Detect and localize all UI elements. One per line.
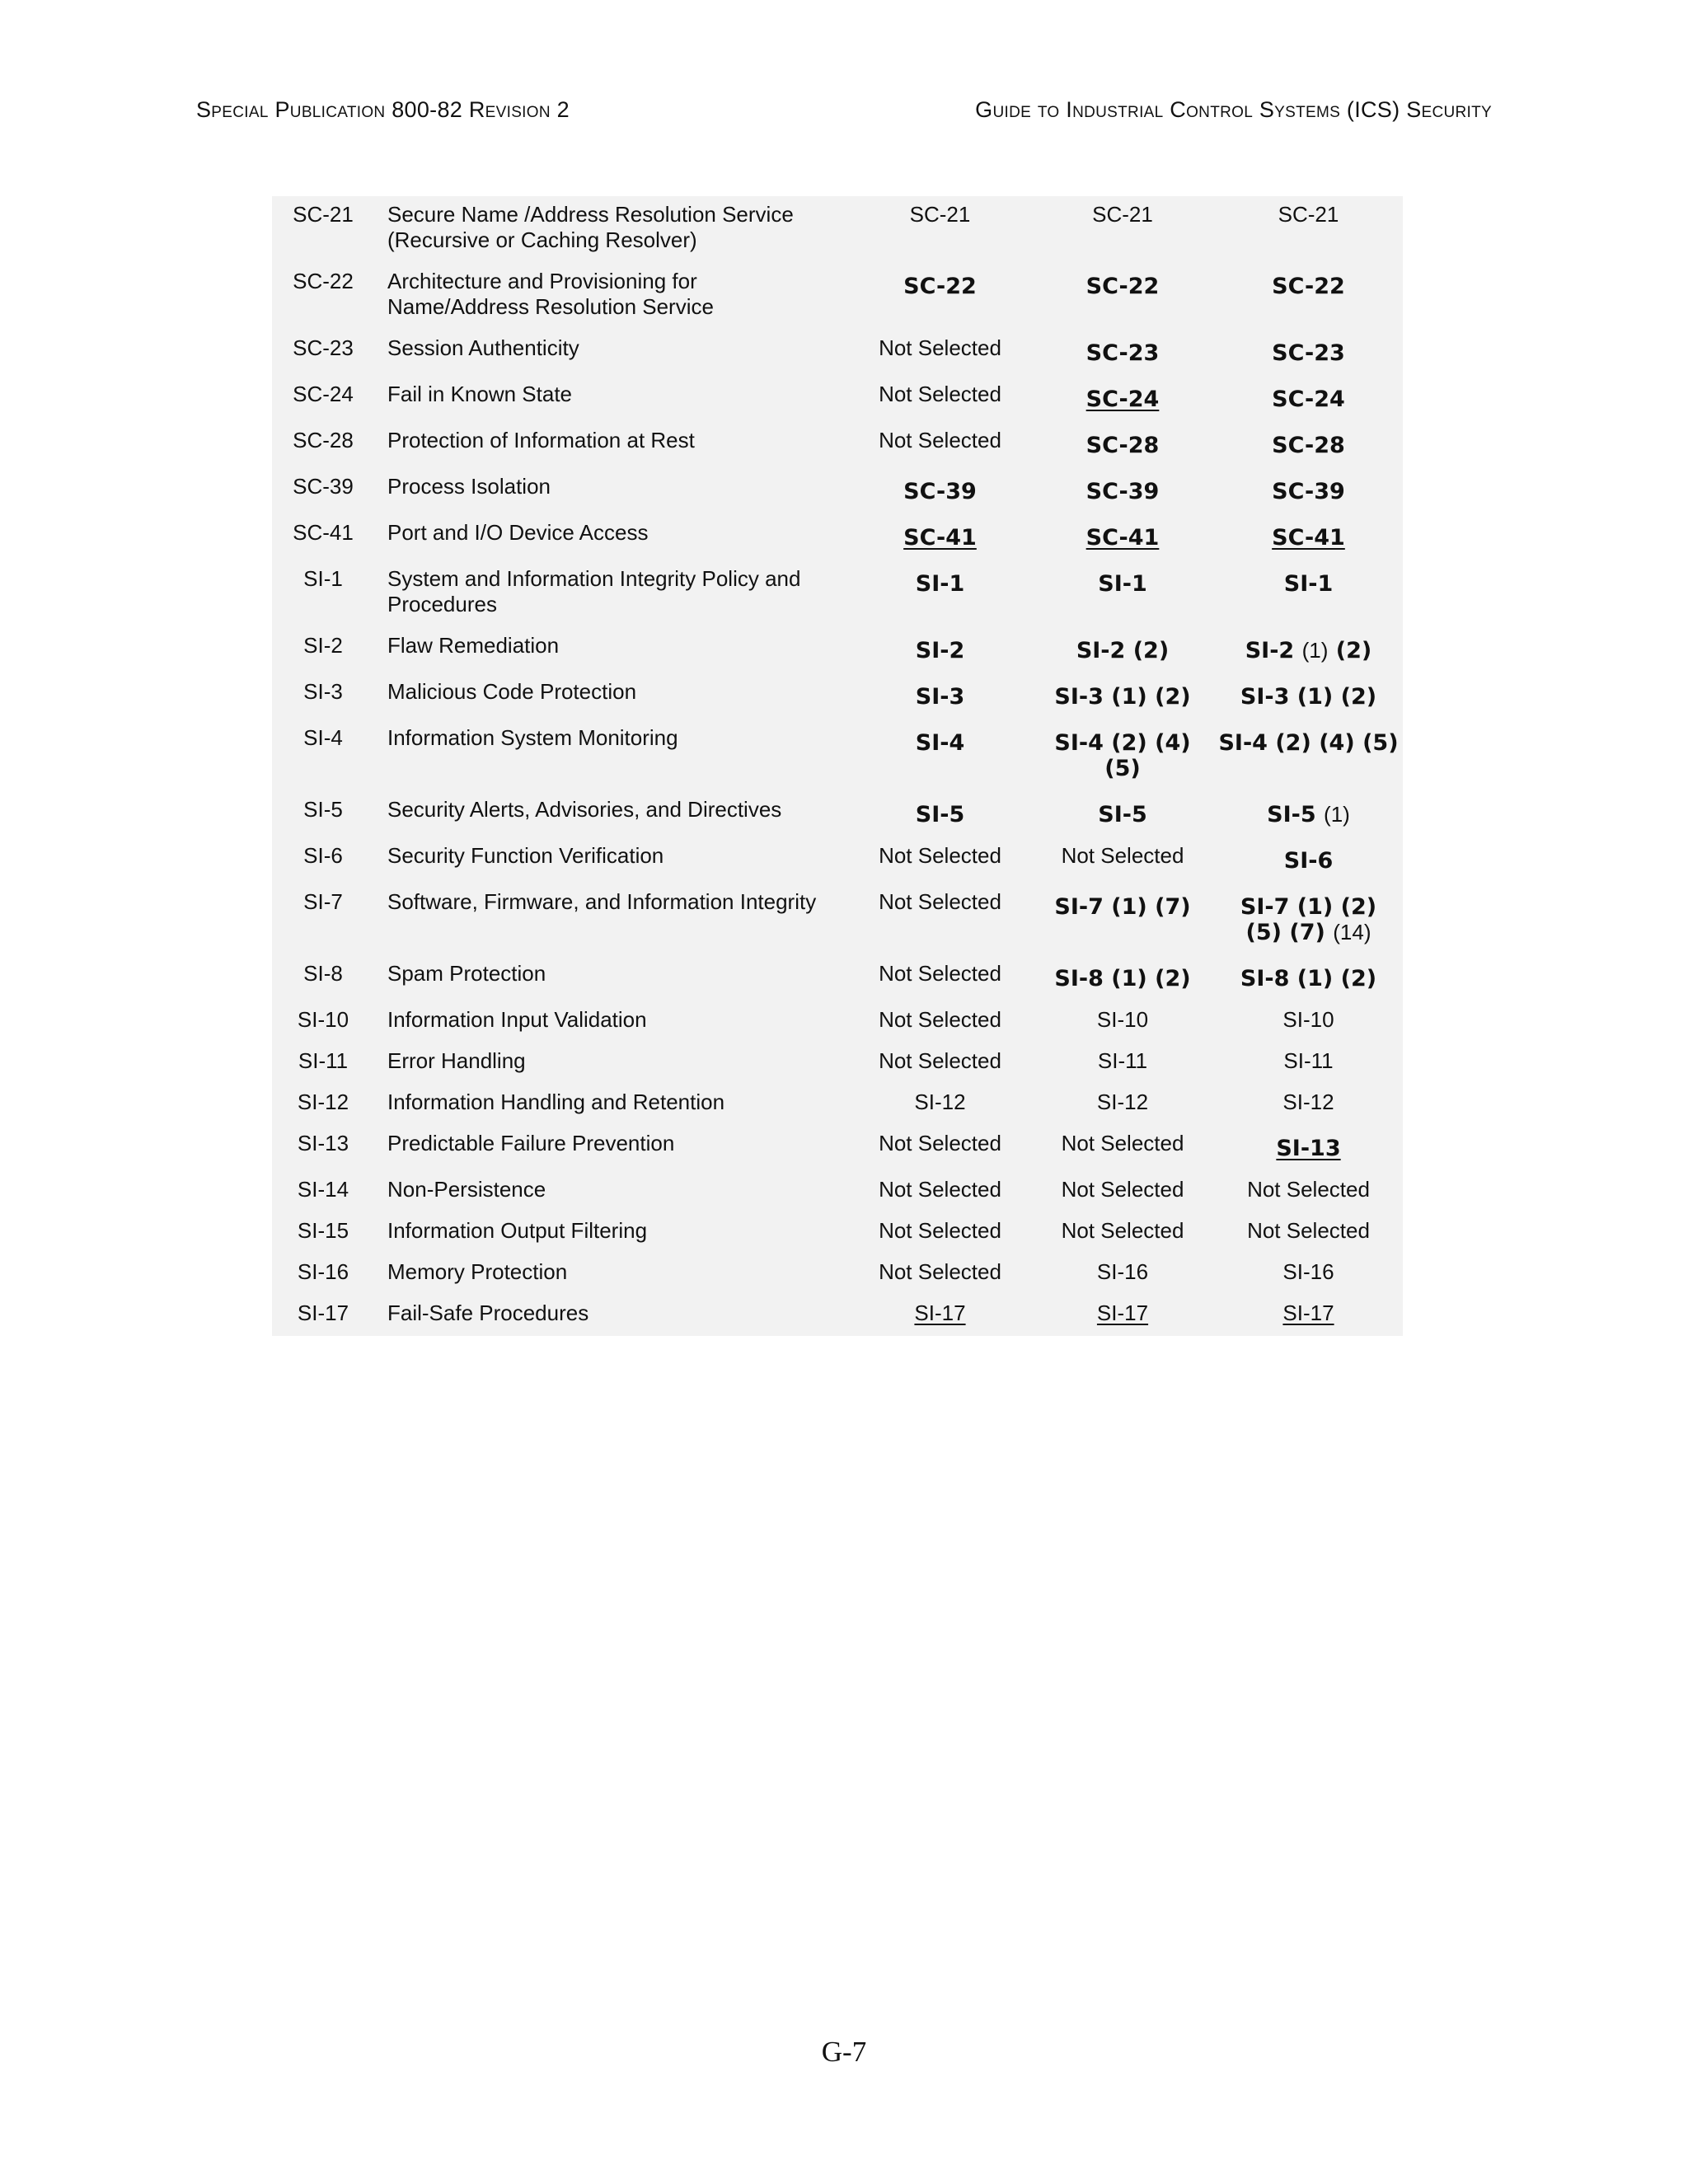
moderate-baseline: Not Selected [1061, 1218, 1184, 1243]
baseline-value: SI-7 (1) (2) (5) (7) [1240, 894, 1377, 945]
table-row [272, 1001, 1403, 1043]
baseline-value: SI-2 [1245, 638, 1295, 663]
baseline-value: SI-5 [1098, 802, 1147, 827]
control-id: SI-7 [303, 889, 343, 914]
control-id: SC-28 [293, 428, 354, 452]
baseline-value: SC-28 [1085, 433, 1160, 458]
header-publication: Special Publication 800-82 Revision 2 [196, 97, 570, 122]
table-row [272, 837, 1403, 883]
low-baseline: Not Selected [879, 1259, 1001, 1284]
low-baseline [849, 791, 1031, 837]
moderate-baseline [1031, 719, 1214, 791]
moderate-baseline [1031, 330, 1214, 376]
table-row [272, 263, 1403, 330]
moderate-baseline: SI-16 [1096, 1259, 1149, 1284]
table-row [272, 673, 1403, 719]
low-baseline [849, 1295, 1031, 1336]
low-baseline [849, 560, 1031, 627]
table-row [272, 1084, 1403, 1125]
high-baseline [1214, 422, 1403, 468]
baseline-value: SI-17 [1282, 1301, 1334, 1325]
control-name: Session Authenticity [387, 335, 579, 360]
low-baseline [849, 673, 1031, 719]
low-baseline: Not Selected [879, 1131, 1001, 1155]
control-id: SI-8 [303, 961, 343, 986]
low-baseline [849, 514, 1031, 560]
high-baseline: Not Selected [1247, 1177, 1370, 1202]
moderate-baseline [1031, 627, 1214, 673]
baseline-value: SI-8 (1) (2) [1240, 966, 1377, 991]
high-baseline [1214, 627, 1403, 673]
control-id: SI-4 [303, 725, 343, 750]
baseline-value: SI-4 (2) (4) (5) [1054, 730, 1191, 781]
baseline-value: SI-4 (2) (4) (5) [1218, 730, 1399, 756]
control-name: Fail in Known State [387, 382, 573, 406]
baseline-value: SC-24 [1272, 387, 1345, 412]
control-id: SI-2 [303, 633, 343, 658]
low-baseline [849, 627, 1031, 673]
baseline-value: SC-28 [1272, 433, 1345, 458]
baseline-value: SI-17 [914, 1301, 966, 1325]
high-baseline: Not Selected [1247, 1218, 1370, 1243]
table-row [272, 1125, 1403, 1171]
control-id: SI-10 [297, 1007, 349, 1032]
high-baseline [1214, 719, 1403, 791]
high-baseline [1214, 1125, 1403, 1171]
control-id: SI-6 [303, 843, 343, 868]
control-name: Non-Persistence [387, 1177, 546, 1202]
table-row [272, 468, 1403, 514]
low-baseline [849, 468, 1031, 514]
baseline-value: SC-41 [903, 525, 977, 551]
control-name: Security Function Verification [387, 843, 664, 868]
baseline-value: SI-8 (1) (2) [1054, 966, 1191, 991]
baseline-value: SC-41 [1085, 525, 1160, 551]
baseline-value: SC-22 [1272, 274, 1345, 299]
baseline-value: SC-22 [903, 274, 977, 299]
control-name: Malicious Code Protection [387, 679, 637, 704]
moderate-baseline: SI-10 [1096, 1007, 1149, 1032]
moderate-baseline: Not Selected [1061, 843, 1184, 868]
baseline-value: SI-1 [915, 571, 965, 597]
table-row [272, 330, 1403, 376]
baseline-value: SI-3 (1) (2) [1240, 684, 1377, 710]
control-id: SI-17 [297, 1301, 349, 1325]
high-baseline [1214, 514, 1403, 560]
control-name: Information Output Filtering [387, 1218, 648, 1243]
high-baseline [1214, 330, 1403, 376]
table-row [272, 560, 1403, 627]
baseline-value: SC-39 [1272, 479, 1345, 504]
baseline-value: SI-3 (1) (2) [1054, 684, 1191, 710]
control-name: Spam Protection [387, 961, 546, 986]
control-name: Process Isolation [387, 474, 551, 499]
high-baseline [1214, 673, 1403, 719]
controls-table-container [272, 196, 1403, 1336]
table-row [272, 1295, 1403, 1336]
low-baseline: Not Selected [879, 1007, 1001, 1032]
control-name: Information System Monitoring [387, 725, 678, 750]
moderate-baseline: Not Selected [1061, 1131, 1184, 1155]
baseline-value: SI-17 [1096, 1301, 1149, 1325]
control-id: SC-41 [293, 520, 354, 545]
control-id: SC-24 [293, 382, 354, 406]
baseline-value: SC-23 [1085, 340, 1160, 366]
control-name: Error Handling [387, 1048, 526, 1073]
high-baseline: SI-10 [1282, 1007, 1334, 1032]
moderate-baseline [1031, 955, 1214, 1001]
low-baseline: SC-21 [909, 202, 971, 227]
moderate-baseline [1031, 263, 1214, 330]
moderate-baseline [1031, 376, 1214, 422]
baseline-value: SI-1 [1283, 571, 1334, 597]
baseline-value: SC-39 [903, 479, 977, 504]
baseline-enhancement-plain: (1) [1301, 638, 1329, 663]
baseline-value: SI-5 [1267, 802, 1316, 827]
control-id: SI-13 [297, 1131, 349, 1155]
moderate-baseline: SC-21 [1092, 202, 1153, 227]
table-row [272, 1212, 1403, 1254]
low-baseline: Not Selected [879, 1218, 1001, 1243]
baseline-value: SC-22 [1085, 274, 1160, 299]
baseline-value: SC-23 [1272, 340, 1345, 366]
baseline-value: SI-3 [915, 684, 965, 710]
table-row [272, 883, 1403, 955]
moderate-baseline: SI-12 [1096, 1090, 1149, 1114]
low-baseline: Not Selected [879, 843, 1001, 868]
control-name: Flaw Remediation [387, 633, 560, 658]
high-baseline: SI-16 [1282, 1259, 1334, 1284]
low-baseline: Not Selected [879, 382, 1001, 406]
high-baseline: SI-12 [1282, 1090, 1334, 1114]
moderate-baseline [1031, 514, 1214, 560]
moderate-baseline [1031, 422, 1214, 468]
table-row [272, 196, 1403, 263]
baseline-enhancement-plain: (1) [1324, 802, 1350, 827]
baseline-value: SC-39 [1085, 479, 1160, 504]
control-name: System and Information Integrity Policy and Procedures [387, 566, 801, 616]
high-baseline [1214, 263, 1403, 330]
control-id: SC-21 [293, 202, 354, 227]
moderate-baseline [1031, 791, 1214, 837]
baseline-value: SC-41 [1272, 525, 1345, 551]
table-row [272, 955, 1403, 1001]
page-number: G-7 [821, 2036, 867, 2068]
high-baseline [1214, 883, 1403, 955]
header-guide-title: Guide to Industrial Control Systems (ICS) Security [975, 97, 1492, 122]
control-id: SI-5 [303, 797, 343, 822]
low-baseline: Not Selected [879, 961, 1001, 986]
control-name: Architecture and Provisioning for Name/Address Resolution Service [387, 269, 714, 319]
low-baseline: Not Selected [879, 889, 1001, 914]
baseline-value: SI-1 [1098, 571, 1147, 597]
control-name: Fail-Safe Procedures [387, 1301, 589, 1325]
moderate-baseline [1031, 883, 1214, 955]
high-baseline [1214, 955, 1403, 1001]
control-id: SI-12 [297, 1090, 349, 1114]
baseline-enhancement: (2) [1335, 638, 1372, 663]
moderate-baseline [1031, 1295, 1214, 1336]
low-baseline: Not Selected [879, 428, 1001, 452]
control-id: SI-16 [297, 1259, 349, 1284]
high-baseline: SC-21 [1278, 202, 1339, 227]
control-name: Secure Name /Address Resolution Service (Recursive or Caching Resolver) [387, 202, 794, 252]
high-baseline [1214, 376, 1403, 422]
table-row [272, 719, 1403, 791]
table-row [272, 422, 1403, 468]
table-row [272, 1254, 1403, 1295]
control-name: Protection of Information at Rest [387, 428, 695, 452]
low-baseline: Not Selected [879, 1048, 1001, 1073]
moderate-baseline: SI-11 [1097, 1048, 1148, 1073]
high-baseline [1214, 837, 1403, 883]
controls-table [272, 196, 1403, 1336]
baseline-value: SI-2 [915, 638, 965, 663]
control-name: Software, Firmware, and Information Integrity [387, 889, 817, 914]
high-baseline [1214, 468, 1403, 514]
baseline-value: SI-5 [915, 802, 965, 827]
low-baseline: Not Selected [879, 1177, 1001, 1202]
baseline-value: SI-13 [1276, 1136, 1341, 1161]
baseline-enhancement-plain: (14) [1333, 920, 1372, 944]
baseline-value: SI-4 [915, 730, 965, 756]
baseline-value: SI-2 (2) [1076, 638, 1170, 663]
control-id: SI-11 [298, 1048, 349, 1073]
control-name: Port and I/O Device Access [387, 520, 649, 545]
moderate-baseline [1031, 673, 1214, 719]
control-name: Information Input Validation [387, 1007, 647, 1032]
control-id: SC-22 [293, 269, 354, 293]
control-id: SI-3 [303, 679, 343, 704]
low-baseline: SI-12 [914, 1090, 966, 1114]
moderate-baseline [1031, 468, 1214, 514]
baseline-value: SI-7 (1) (7) [1054, 894, 1191, 920]
moderate-baseline: Not Selected [1061, 1177, 1184, 1202]
table-row [272, 514, 1403, 560]
table-row [272, 1171, 1403, 1212]
low-baseline [849, 263, 1031, 330]
control-id: SI-14 [297, 1177, 349, 1202]
table-row [272, 1043, 1403, 1084]
control-id: SI-15 [297, 1218, 349, 1243]
control-id: SI-1 [303, 566, 343, 591]
high-baseline [1214, 560, 1403, 627]
control-id: SC-39 [293, 474, 354, 499]
moderate-baseline [1031, 560, 1214, 627]
high-baseline [1214, 791, 1403, 837]
baseline-value: SI-6 [1283, 848, 1334, 874]
control-name: Security Alerts, Advisories, and Directives [387, 797, 782, 822]
running-header [196, 97, 1492, 123]
table-row [272, 376, 1403, 422]
high-baseline [1214, 1295, 1403, 1336]
low-baseline: Not Selected [879, 335, 1001, 360]
control-name: Information Handling and Retention [387, 1090, 725, 1114]
low-baseline [849, 719, 1031, 791]
high-baseline: SI-11 [1283, 1048, 1334, 1073]
control-id: SC-23 [293, 335, 354, 360]
table-row [272, 791, 1403, 837]
control-name: Memory Protection [387, 1259, 568, 1284]
table-row [272, 627, 1403, 673]
baseline-value: SC-24 [1085, 387, 1160, 412]
control-name: Predictable Failure Prevention [387, 1131, 675, 1155]
